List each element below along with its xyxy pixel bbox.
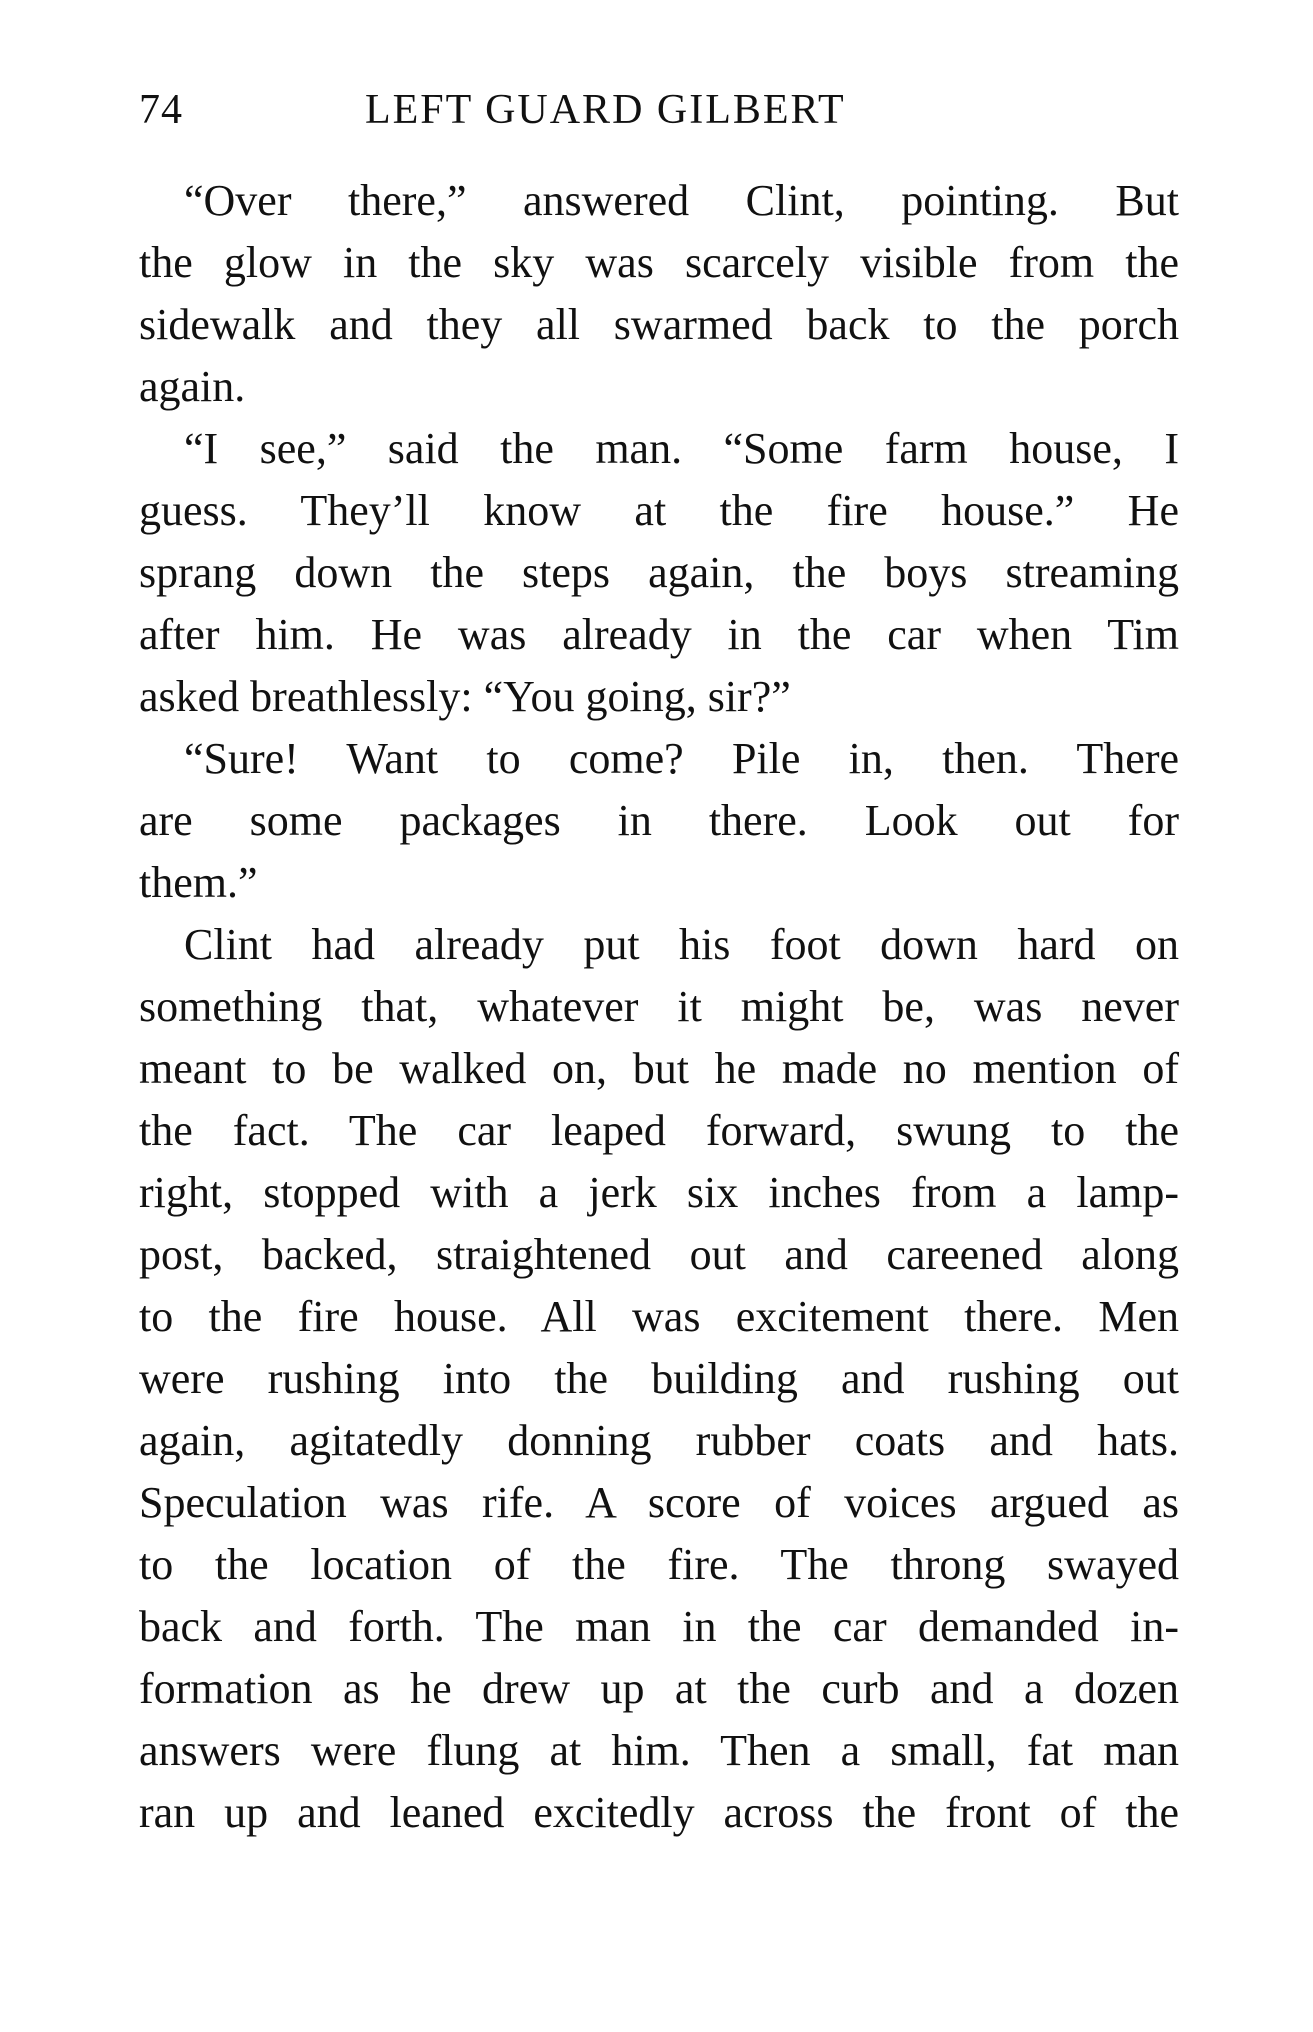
page-number: 74 — [139, 87, 183, 133]
text-line: to the fire house. All was excitement there. Men — [139, 1292, 1179, 1341]
text-line: back and forth. The man in the car demanded in- — [139, 1602, 1179, 1651]
text-line: again. — [139, 362, 246, 411]
body-text — [139, 170, 1179, 1844]
text-line: something that, whatever it might be, was never — [139, 982, 1179, 1031]
text-line: guess. They’ll know at the fire house.” He — [139, 486, 1179, 535]
text-line: Speculation was rife. A score of voices argued as — [139, 1478, 1179, 1527]
text-line: ran up and leaned excitedly across the front of the — [139, 1788, 1179, 1837]
text-line: asked breathlessly: “You going, sir?” — [139, 672, 791, 721]
text-line: were rushing into the building and rushing out — [139, 1354, 1179, 1403]
text-line: answers were flung at him. Then a small, fat man — [139, 1726, 1179, 1775]
text-line: after him. He was already in the car when Tim — [139, 610, 1179, 659]
text-line: “Over there,” answered Clint, pointing. But — [184, 176, 1179, 225]
text-line: formation as he drew up at the curb and a dozen — [139, 1664, 1179, 1713]
text-line: meant to be walked on, but he made no mention of — [139, 1044, 1179, 1093]
text-line: sidewalk and they all swarmed back to the porch — [139, 300, 1179, 349]
text-line: the glow in the sky was scarcely visible from the — [139, 238, 1179, 287]
text-line: “I see,” said the man. “Some farm house, I — [184, 424, 1179, 473]
text-line: them.” — [139, 858, 258, 907]
text-line: sprang down the steps again, the boys streaming — [139, 548, 1179, 597]
text-line: are some packages in there. Look out for — [139, 796, 1179, 845]
text-line: again, agitatedly donning rubber coats and hats. — [139, 1416, 1179, 1465]
text-line: Clint had already put his foot down hard on — [184, 920, 1179, 969]
text-line: the fact. The car leaped forward, swung to the — [139, 1106, 1179, 1155]
book-title: LEFT GUARD GILBERT — [365, 87, 846, 133]
text-line: right, stopped with a jerk six inches from a lamp- — [139, 1168, 1179, 1217]
text-line: to the location of the fire. The throng swayed — [139, 1540, 1179, 1589]
text-line: post, backed, straightened out and careened along — [139, 1230, 1179, 1279]
text-line: “Sure! Want to come? Pile in, then. There — [184, 734, 1179, 783]
running-head — [139, 80, 1179, 140]
